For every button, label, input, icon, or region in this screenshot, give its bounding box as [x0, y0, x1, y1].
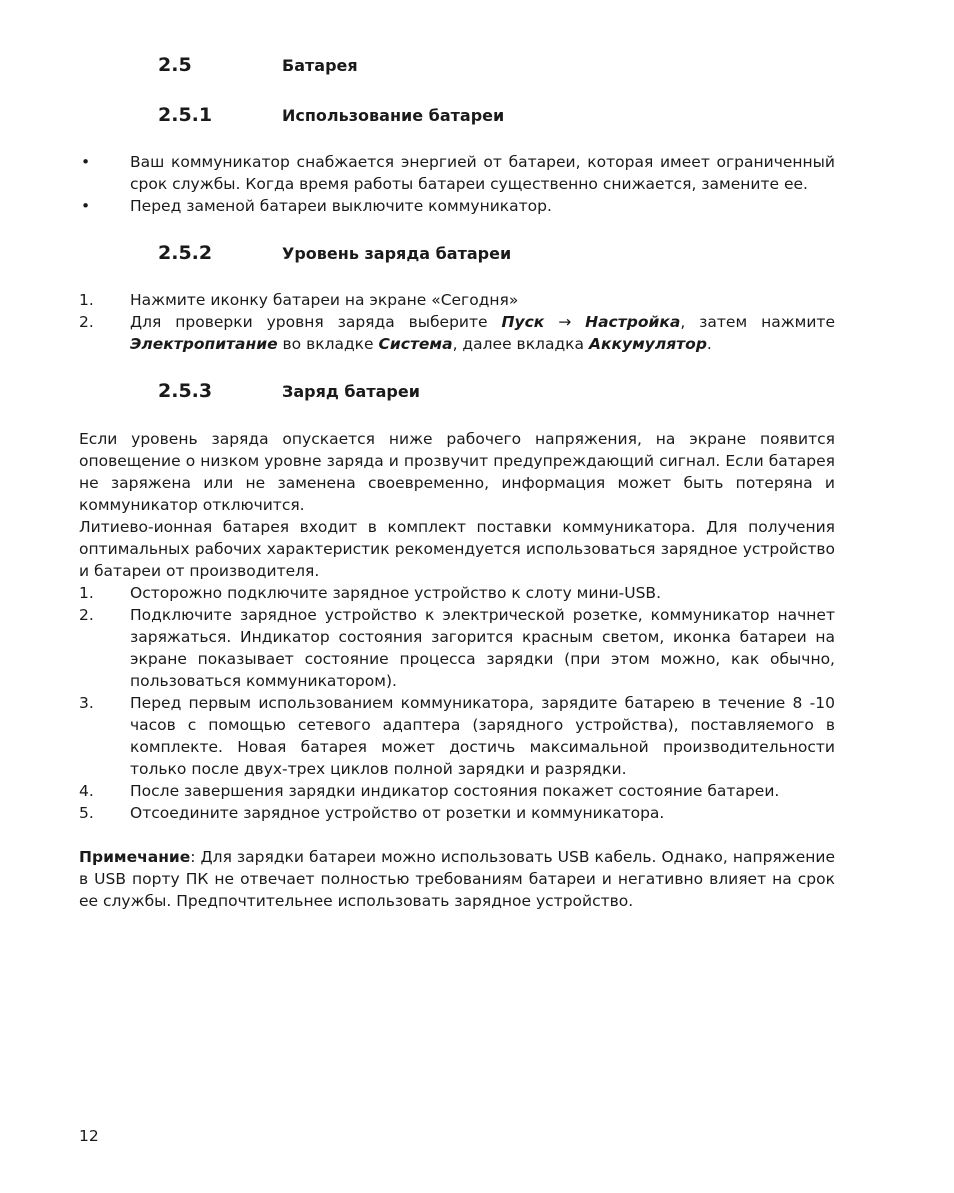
numbered-item	[79, 582, 835, 604]
section-title: Использование батареи	[282, 106, 505, 125]
section-heading-2-5	[158, 54, 358, 76]
item-number: 3.	[79, 694, 94, 712]
battery-level-steps	[79, 289, 835, 355]
menu-path-settings: Настройка	[585, 313, 681, 331]
item-number: 2.	[79, 606, 94, 624]
section-number: 2.5.2	[158, 242, 213, 264]
bullet-marker: •	[81, 197, 91, 215]
bullet-item	[79, 151, 835, 195]
bullet-marker: •	[81, 153, 91, 171]
text-run: →	[544, 313, 586, 331]
menu-path-start: Пуск	[501, 313, 545, 331]
numbered-item	[79, 289, 835, 311]
numbered-item	[79, 311, 835, 355]
bullet-text: Перед заменой батареи выключите коммуникатор.	[130, 197, 552, 215]
section-title: Заряд батареи	[282, 382, 420, 401]
numbered-item	[79, 692, 835, 780]
section-number: 2.5	[158, 54, 192, 76]
section-title: Батарея	[282, 56, 358, 75]
item-number: 1.	[79, 291, 94, 309]
section-heading-2-5-1	[158, 104, 504, 126]
intro-paragraph: Если уровень заряда опускается ниже рабочего напряжения, на экране появится оповещение о низком уровне заряда и прозвучит предупреждающий сигнал. Если батарея не заряжена или не заменена своевременно, информация может быть потеряна и коммуникатор отключится.	[79, 430, 835, 514]
menu-path-system: Система	[378, 335, 453, 353]
item-number: 5.	[79, 804, 94, 822]
text-run: , далее вкладка	[452, 335, 589, 353]
charging-section-body	[79, 428, 835, 912]
item-text: Нажмите иконку батареи на экране «Сегодня»	[130, 291, 519, 309]
usage-bullet-list	[79, 151, 835, 217]
text-run: .	[706, 335, 712, 353]
note-text: : Для зарядки батареи можно использовать USB кабель. Однако, напряжение в USB порту ПК не отвечает полностью требованиям батареи и негативно влияет на срок ее службы. Предпочтительнее использовать зарядное устройство.	[79, 848, 835, 910]
section-heading-2-5-2	[158, 242, 511, 264]
section-number: 2.5.1	[158, 104, 213, 126]
item-text: Подключите зарядное устройство к электрической розетке, коммуникатор начнет заряжаться. Индикатор состояния загорится красным светом, иконка батареи на экране показывает состояние процесса зарядки (при этом можно, как обычно, пользоваться коммуникатором).	[130, 606, 835, 690]
numbered-item	[79, 802, 835, 824]
bullet-item	[79, 195, 835, 217]
section-number: 2.5.3	[158, 380, 213, 402]
item-text: После завершения зарядки индикатор состояния покажет состояние батареи.	[130, 782, 780, 800]
section-heading-2-5-3	[158, 380, 420, 402]
section-title: Уровень заряда батареи	[282, 244, 512, 263]
text-run: во вкладке	[277, 335, 379, 353]
item-number: 2.	[79, 313, 94, 331]
intro-paragraph: Литиево-ионная батарея входит в комплект поставки коммуникатора. Для получения оптимальных рабочих характеристик рекомендуется использоваться зарядное устройство и батареи от производителя.	[79, 518, 835, 580]
text-run: , затем нажмите	[680, 313, 836, 331]
note-paragraph	[79, 846, 835, 912]
numbered-item	[79, 780, 835, 802]
bullet-text: Ваш коммуникатор снабжается энергией от батареи, которая имеет ограниченный срок службы. Когда время работы батареи существенно снижается, замените ее.	[130, 153, 835, 193]
item-text	[130, 313, 835, 353]
text-run: Для проверки уровня заряда выберите	[130, 313, 502, 331]
item-text: Осторожно подключите зарядное устройство к слоту мини-USB.	[130, 584, 661, 602]
page-number: 12	[79, 1127, 99, 1145]
item-number: 4.	[79, 782, 94, 800]
item-number: 1.	[79, 584, 94, 602]
menu-path-power: Электропитание	[130, 335, 278, 353]
spacer	[79, 824, 835, 846]
item-text: Перед первым использованием коммуникатора, зарядите батарею в течение 8 -10 часов с помощью сетевого адаптера (зарядного устройства), поставляемого в комплекте. Новая батарея может достичь максимальной производительности только после двух-трех циклов полной зарядки и разрядки.	[130, 694, 835, 778]
menu-path-battery: Аккумулятор	[588, 335, 707, 353]
item-text: Отсоедините зарядное устройство от розетки и коммуникатора.	[130, 804, 665, 822]
note-label: Примечание	[79, 848, 191, 866]
numbered-item	[79, 604, 835, 692]
